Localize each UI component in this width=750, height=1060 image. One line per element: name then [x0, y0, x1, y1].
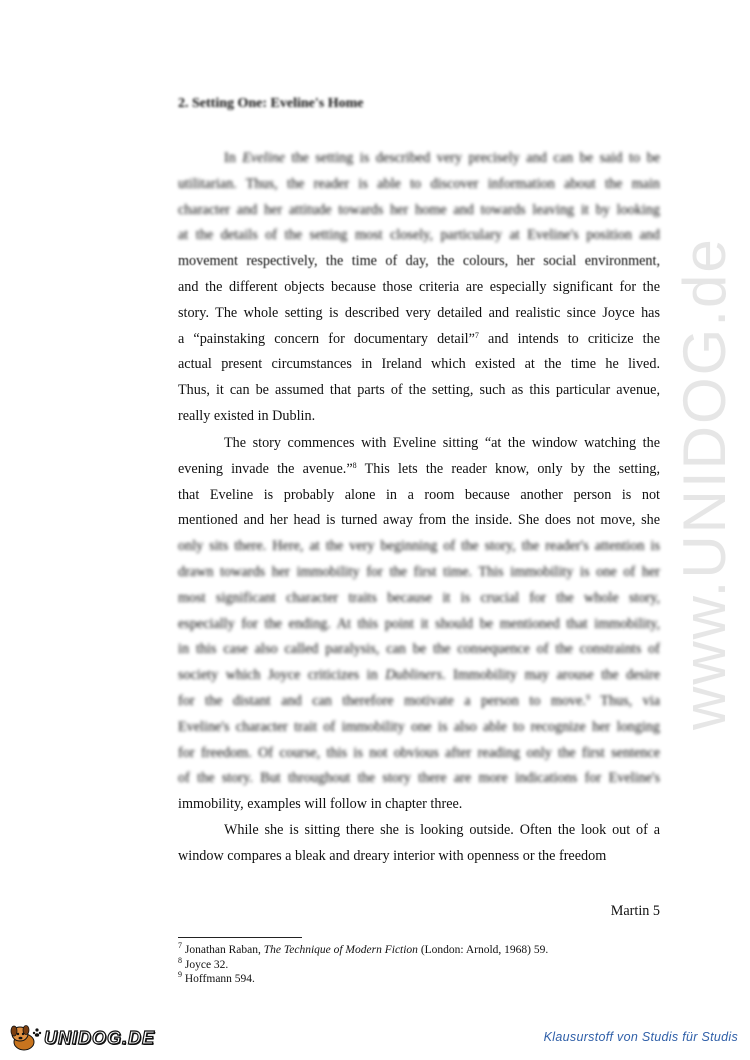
footnote-text: (London: Arnold, 1968) 59.	[417, 944, 549, 956]
text-segment: a “painstaking concern for documentary detail”	[178, 330, 475, 347]
footnote-ref: 7	[474, 330, 479, 340]
text-line: character and her attitude towards her home and towards leaving it by looking	[178, 201, 660, 218]
text-line: and the different objects because those criteria are especially significant for the	[178, 278, 660, 295]
paragraph-3	[178, 818, 660, 870]
page-number: Martin 5	[610, 903, 660, 919]
footnote-text: Jonathan Raban,	[184, 944, 264, 956]
footnote-ref: 9	[585, 692, 590, 702]
italic-title: Eveline	[242, 150, 285, 166]
footer-bar	[0, 1016, 750, 1060]
footnote	[178, 972, 548, 987]
footnote-text: Joyce 32.	[184, 958, 229, 971]
text-line: of the story. But throughout the story there are more indications for Eveline's	[178, 770, 660, 787]
text-line: While she is sitting there she is looking outside. Often the look out of a	[224, 822, 660, 838]
text-line: that Eveline is probably alone in a room because another person is not	[178, 486, 660, 503]
text-segment: Thus, via	[589, 692, 660, 709]
dog-icon	[8, 1024, 42, 1052]
footnote-divider	[178, 937, 302, 938]
section-heading: 2. Setting One: Eveline's Home	[178, 96, 364, 111]
text-line: drawn towards her immobility for the first time. This immobility is one of her	[178, 563, 660, 580]
text-segment: and intends to criticize the	[478, 330, 660, 347]
text-segment: evening invade the avenue.”	[178, 460, 353, 477]
footnotes	[178, 943, 548, 987]
text-line	[178, 327, 660, 353]
text-segment: This lets the reader know, only by the setting,	[356, 460, 660, 477]
footnote-ref: 8	[352, 460, 357, 470]
footnote-number: 9	[178, 970, 182, 979]
text-line	[178, 457, 660, 483]
text-line: society which Joyce criticizes in Dubliners. Immobility may arouse the desire	[178, 667, 660, 684]
footnote-number: 7	[178, 941, 182, 950]
text-line: mentioned and her head is turned away from the inside. She does not move, she	[178, 512, 660, 529]
text-line: especially for the ending. At this point it should be mentioned that immobility,	[178, 615, 660, 632]
text-line: window compares a bleak and dreary interior with openness or the freedom	[178, 847, 607, 864]
text-line: story. The whole setting is described very detailed and realistic since Joyce has	[178, 304, 660, 321]
text-line: utilitarian. Thus, the reader is able to discover information about the main	[178, 175, 660, 192]
paragraph-1	[178, 146, 660, 430]
watermark: www.UNIDOG.de	[671, 237, 738, 730]
text-line: at the details of the setting most closely, particulary at Eveline's position and	[178, 227, 660, 244]
footnote	[178, 943, 548, 958]
text-line	[178, 689, 660, 715]
text-line: The story commences with Eveline sitting “at the window watching the	[224, 435, 660, 451]
text-line: immobility, examples will follow in chapter three.	[178, 796, 463, 813]
text-line: Eveline's character trait of immobility one is also able to recognize her longing	[178, 718, 660, 735]
text-line: actual present circumstances in Ireland which existed at the time he lived.	[178, 356, 660, 373]
unidog-logo[interactable]	[8, 1024, 155, 1052]
text-line: in this case also called paralysis, can be the consequence of the constraints of	[178, 641, 660, 658]
text-line: In Eveline the setting is described very precisely and can be said to be	[224, 150, 660, 166]
footnote-number: 8	[178, 955, 182, 965]
paragraph-2	[178, 431, 660, 818]
footnote-text: Hoffmann 594.	[184, 973, 255, 985]
text-line: most significant character traits because it is crucial for the whole story,	[178, 589, 660, 606]
text-line: movement respectively, the time of day, the colours, her social environment,	[178, 253, 660, 270]
text-segment: for the distant and can therefore motivate a person to move.	[178, 692, 586, 709]
text-line: really existed in Dublin.	[178, 407, 316, 424]
text-line: Thus, it can be assumed that parts of the setting, such as this particular avenue,	[178, 382, 660, 399]
text-line: only sits there. Here, at the very beginning of the story, the reader's attention is	[178, 538, 660, 555]
footnote	[178, 955, 548, 973]
logo-text: UNIDOG.DE	[44, 1027, 156, 1048]
italic-title: Dubliners	[385, 667, 443, 684]
footer-slogan: Klausurstoff von Studis für Studis	[543, 1030, 738, 1044]
text-line: for freedom. Of course, this is not obvious after reading only the first sentence	[178, 744, 660, 761]
footnote-title: The Technique of Modern Fiction	[263, 944, 418, 956]
